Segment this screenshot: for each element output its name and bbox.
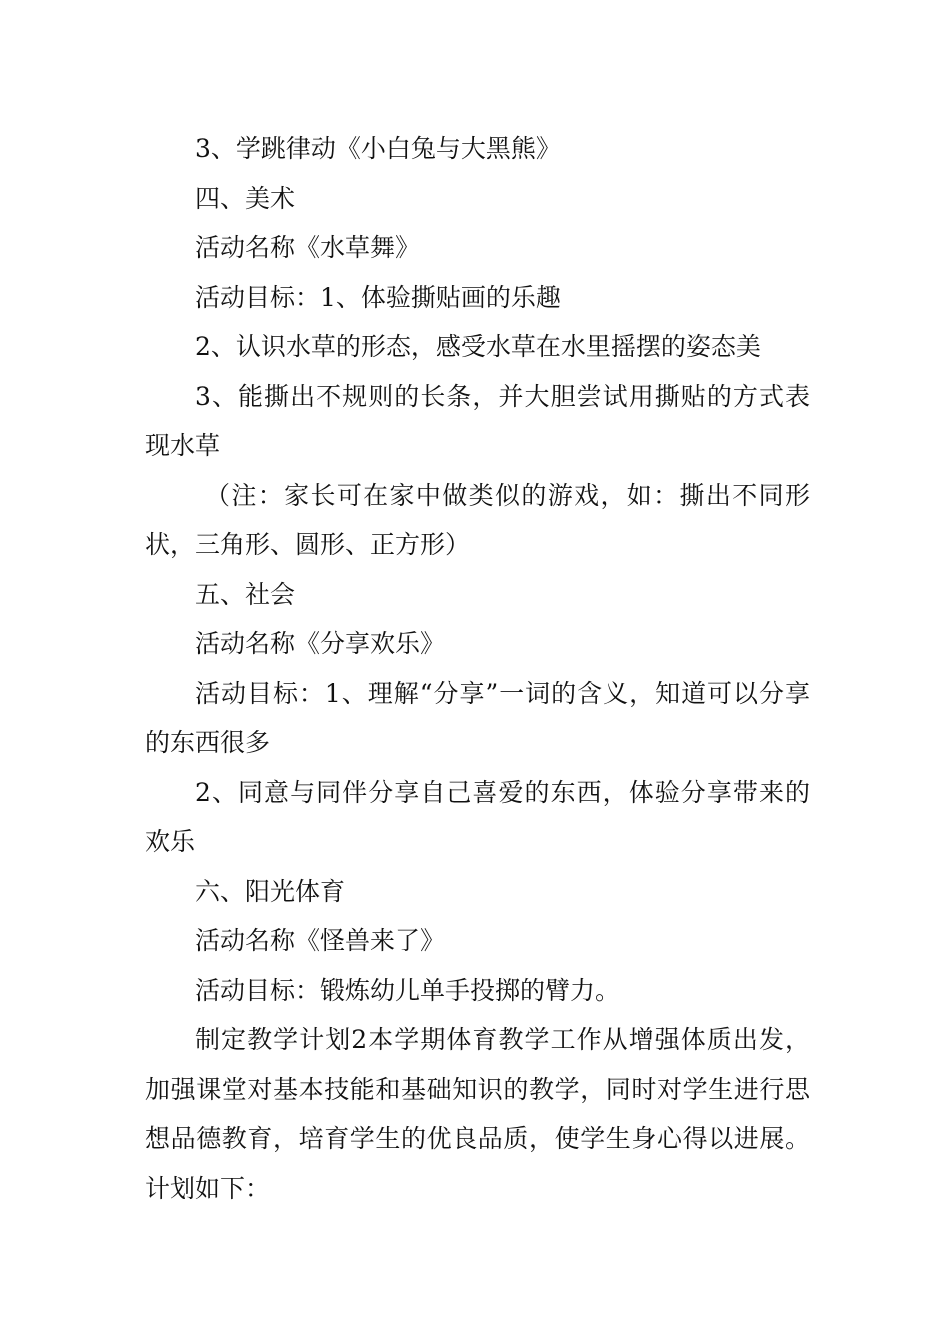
activity-goal-social-2: 2、同意与同伴分享自己喜爱的东西，体验分享带来的欢乐 [145, 777, 810, 856]
teaching-plan-intro: 制定教学计划2本学期体育教学工作从增强体质出发，加强课堂对基本技能和基础知识的教学，同时对学生进行思想品德教育，培育学生的优良品质，使学生身心得以进展。计划如下： [145, 1025, 810, 1203]
art-note: （注：家长可在家中做类似的游戏，如：撕出不同形状，三角形、圆形、正方形） [145, 480, 810, 559]
activity-goal-art-3: 3、能撕出不规则的长条，并大胆尝试用撕贴的方式表现水草 [145, 381, 810, 460]
section-heading-pe: 六、阳光体育 [195, 876, 346, 906]
activity-goal-art-2: 2、认识水草的形态，感受水草在水里摇摆的姿态美 [195, 332, 761, 361]
activity-goal-art-1: 活动目标：1、体验撕贴画的乐趣 [195, 282, 561, 312]
section-heading-art: 四、美术 [195, 183, 296, 213]
activity-name-social: 活动名称《分享欢乐》 [195, 629, 446, 658]
activity-name-pe: 活动名称《怪兽来了》 [195, 926, 446, 955]
activity-name-art: 活动名称《水草舞》 [195, 233, 421, 262]
document-body [145, 124, 810, 1213]
paragraph-dance-activity: 3、学跳律动《小白兔与大黑熊》 [195, 134, 561, 163]
section-heading-social: 五、社会 [195, 579, 296, 609]
activity-goal-pe: 活动目标：锻炼幼儿单手投掷的臂力。 [195, 975, 621, 1005]
activity-goal-social-1: 活动目标：1、理解“分享”一词的含义，知道可以分享的东西很多 [145, 678, 810, 757]
